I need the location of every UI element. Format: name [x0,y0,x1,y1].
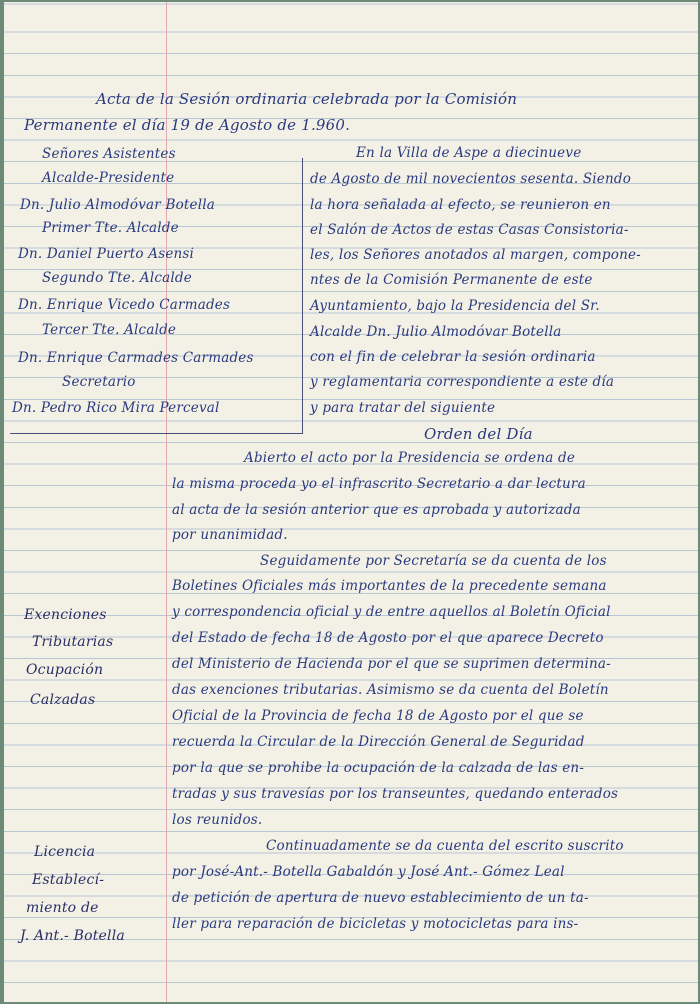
attendee-role-4: Tercer Tte. Alcalde [42,322,177,338]
intro-line-11: y para tratar del siguiente [310,400,496,416]
attendee-role-1: Alcalde-Presidente [42,170,175,186]
body-line-7: y correspondencia oficial y de entre aquellos al Boletín Oficial [172,604,611,620]
attendee-name-3: Dn. Enrique Vicedo Carmades [18,297,231,313]
attendee-name-2: Dn. Daniel Puerto Asensi [18,246,195,262]
intro-line-4: el Salón de Actos de estas Casas Consistoria- [310,222,629,238]
attendees-heading: Señores Asistentes [42,146,176,162]
margin-note-2-line-2: Establecí- [32,872,105,888]
intro-line-9: con el fin de celebrar la sesión ordinaria [310,349,596,365]
title-line-1: Acta de la Sesión ordinaria celebrada por la Comisión [96,90,518,108]
body-line-9: del Ministerio de Hacienda por el que se suprimen determina- [172,656,611,672]
document-page [4,2,698,1002]
attendee-role-3: Segundo Tte. Alcalde [42,270,192,286]
body-line-10: das exenciones tributarias. Asimismo se da cuenta del Boletín [172,682,609,698]
attendee-name-4: Dn. Enrique Carmades Carmades [18,350,254,366]
intro-line-6: ntes de la Comisión Permanente de este [310,272,593,288]
body-line-17: por José-Ant.- Botella Gabaldón y José Ant.- Gómez Leal [172,864,565,880]
body-line-12: recuerda la Circular de la Dirección General de Seguridad [172,734,585,750]
body-line-15: los reunidos. [172,812,263,828]
body-line-19: ller para reparación de bicicletas y motocicletas para ins- [172,916,579,932]
attendee-name-1: Dn. Julio Almodóvar Botella [20,197,215,213]
attendee-role-5: Secretario [62,374,136,390]
intro-line-1: En la Villa de Aspe a diecinueve [356,145,582,161]
margin-note-1-line-3: Ocupación [26,662,104,678]
margin-note-1-line-1: Exenciones [24,607,107,623]
intro-line-5: les, los Señores anotados al margen, compone- [310,247,641,263]
intro-line-2: de Agosto de mil novecientos sesenta. Siendo [310,171,632,187]
body-line-5: Seguidamente por Secretaría se da cuenta de los [260,553,607,569]
margin-note-2-line-4: J. Ant.- Botella [20,928,125,944]
margin-note-2-line-3: miento de [26,900,99,916]
margin-note-1-line-4: Calzadas [30,692,96,708]
agenda-heading: Orden del Día [424,425,533,443]
body-line-16: Continuadamente se da cuenta del escrito suscrito [266,838,624,854]
title-line-2: Permanente el día 19 de Agosto de 1.960. [24,116,351,134]
margin-note-1-line-2: Tributarias [32,634,114,650]
body-line-1: Abierto el acto por la Presidencia se ordena de [244,450,576,466]
body-line-3: al acta de la sesión anterior que es aprobada y autorizada [172,502,581,518]
intro-line-3: la hora señalada al efecto, se reunieron en [310,197,611,213]
body-line-2: la misma proceda yo el infrascrito Secretario a dar lectura [172,476,586,492]
body-line-6: Boletines Oficiales más importantes de la precedente semana [172,578,607,594]
body-line-11: Oficial de la Provincia de fecha 18 de Agosto por el que se [172,708,584,724]
margin-note-2-line-1: Licencia [34,844,96,860]
intro-line-8: Alcalde Dn. Julio Almodóvar Botella [310,324,562,340]
body-line-4: por unanimidad. [172,527,288,543]
attendee-role-2: Primer Tte. Alcalde [42,220,179,236]
intro-line-7: Ayuntamiento, bajo la Presidencia del Sr. [310,298,600,314]
body-line-18: de petición de apertura de nuevo establecimiento de un ta- [172,890,589,906]
body-line-13: por la que se prohibe la ocupación de la calzada de las en- [172,760,585,776]
body-line-8: del Estado de fecha 18 de Agosto por el que aparece Decreto [172,630,604,646]
intro-line-10: y reglamentaria correspondiente a este día [310,374,615,390]
attendee-name-5: Dn. Pedro Rico Mira Perceval [12,400,220,416]
body-line-14: tradas y sus travesías por los transeuntes, quedando enterados [172,786,619,802]
